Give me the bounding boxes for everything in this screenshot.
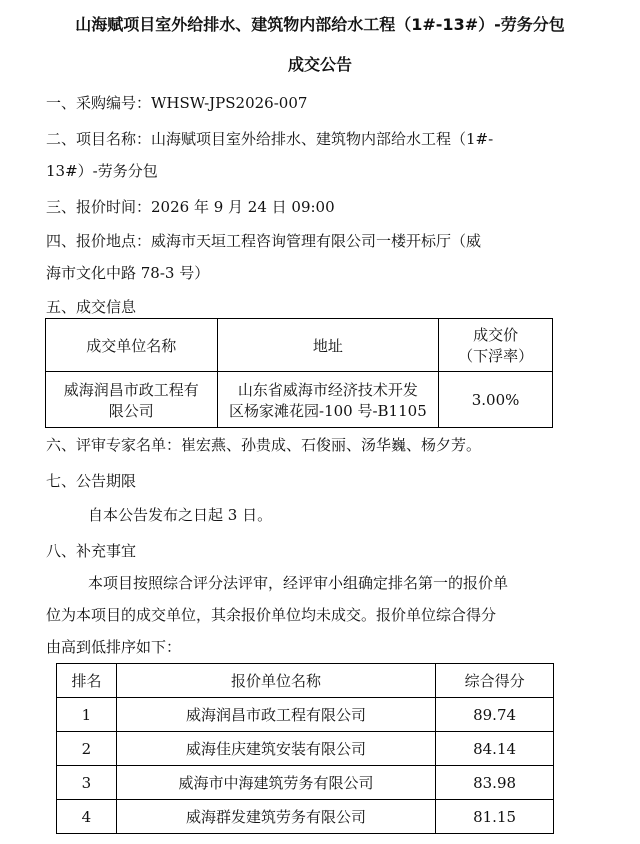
quote-time: 三、报价时间：2026 年 9 月 24 日 09:00: [46, 198, 335, 216]
notice-period-text: 自本公告发布之日起 3 日。: [88, 506, 273, 524]
rank-cell: 1: [57, 698, 117, 732]
table-row: [57, 800, 554, 834]
header-price-line2: （下浮率）: [458, 347, 534, 365]
supplementary-p3: 由高到低排序如下：: [46, 638, 182, 656]
winner-name: [46, 372, 218, 428]
quote-location-line2: 海市文化中路 78-3 号）: [46, 264, 210, 282]
rank-cell: 3: [57, 766, 117, 800]
supplementary-p2: 位为本项目的成交单位，其余报价单位均未成交。报价单位综合得分: [46, 606, 497, 624]
winner-name-line1: 威海润昌市政工程有: [63, 380, 199, 399]
winner-address-line2: 区杨家滩花园-100 号-B1105: [229, 401, 427, 420]
header-address: 地址: [217, 319, 439, 372]
score-cell: 89.74: [436, 698, 554, 732]
header-price-line1: 成交价: [473, 326, 519, 344]
rank-cell: 2: [57, 732, 117, 766]
project-name-line1: 二、项目名称：山海赋项目室外给排水、建筑物内部给水工程（1#-: [46, 130, 494, 148]
bidder-name-cell: 威海市中海建筑劳务有限公司: [116, 766, 435, 800]
bidder-name-cell: 威海群发建筑劳务有限公司: [116, 800, 435, 834]
award-table-header: [46, 319, 553, 372]
expert-list: 六、评审专家名单：崔宏燕、孙贵成、石俊丽、汤华巍、杨夕芳。: [46, 436, 482, 454]
rank-cell: 4: [57, 800, 117, 834]
supplementary-p1: 本项目按照综合评分法评审，经评审小组确定排名第一的报价单: [88, 574, 509, 592]
winner-name-line2: 限公司: [108, 401, 154, 420]
doc-title: 山海赋项目室外给排水、建筑物内部给水工程（1#-13#）-劳务分包: [75, 15, 565, 34]
rank-table-header: [57, 664, 554, 698]
award-table: [45, 318, 553, 428]
section-supplementary: 八、补充事宜: [46, 542, 137, 560]
header-rank: 排名: [57, 664, 117, 698]
bidder-name-cell: 威海润昌市政工程有限公司: [116, 698, 435, 732]
score-cell: 81.15: [436, 800, 554, 834]
header-bidder-name: 报价单位名称: [116, 664, 435, 698]
table-row: [57, 698, 554, 732]
bidder-name-cell: 威海佳庆建筑安装有限公司: [116, 732, 435, 766]
section-notice-period: 七、公告期限: [46, 472, 137, 490]
score-cell: 84.14: [436, 732, 554, 766]
winner-address: [217, 372, 439, 428]
project-name-line2: 13#）-劳务分包: [46, 162, 158, 180]
award-table-row: [46, 372, 553, 428]
table-row: [57, 732, 554, 766]
doc-subtitle: 成交公告: [287, 55, 352, 74]
section-award-info: 五、成交信息: [46, 298, 137, 316]
table-row: [57, 766, 554, 800]
header-winner-name: 成交单位名称: [46, 319, 218, 372]
header-score: 综合得分: [436, 664, 554, 698]
winner-address-line1: 山东省威海市经济技术开发: [237, 380, 418, 399]
header-price: [439, 319, 553, 372]
rank-table: [56, 663, 554, 834]
winner-price: 3.00%: [439, 372, 553, 428]
score-cell: 83.98: [436, 766, 554, 800]
quote-location-line1: 四、报价地点：威海市天垣工程咨询管理有限公司一楼开标厅（威: [46, 232, 482, 250]
procurement-number: 一、采购编号：WHSW-JPS2026-007: [46, 94, 308, 112]
